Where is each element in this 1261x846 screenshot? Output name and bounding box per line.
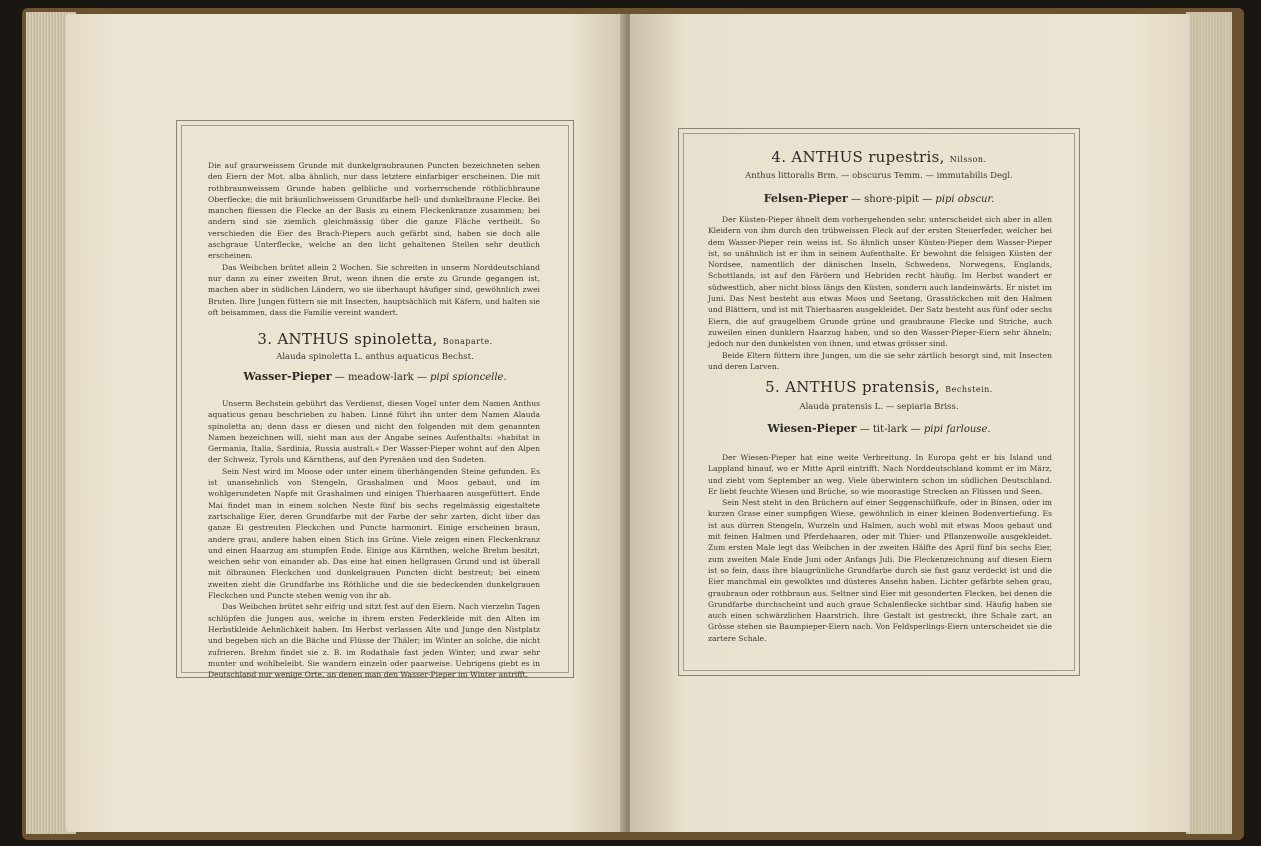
section-title: 4. ANTHUS rupestris, <box>771 148 945 166</box>
right-page <box>630 14 1190 832</box>
french-name: pipi farlouse. <box>923 424 991 435</box>
english-name: — meadow-lark — <box>334 372 427 383</box>
paragraph: Sein Nest wird im Moose oder unter einem überhängenden Steine gefunden. Es ist unansehnlich von Stengeln, Grashalmen und Moos gebaut, und im wohlgerundeten Napfe mit Grashalmen und einigen Thierhaaren ausgefüttert. Ende Mai findet man in einem solchen Neste fünf bis sechs regelmässig eigestaltete zartschalige Eier, deren Grundfarbe mit der Farbe der sehr zarten, dicht über das ganze Ei gestreuten Fleckchen und Puncte harmonirt. Einige erscheinen braun, andere grau, andere haben einen Stich ins Grüne. Viele zeigen einen Fleckenkranz und einen Haarzug am stumpfen Ende. Einige aus Kärnthen, welche Brehm besitzt, weichen sehr von einander ab. Das eine hat einen hellgrauen Grund und ist überall mit ölbraunen Fleckchen und dunkelgrauen Puncten dicht bestreut; bei einem zweiten zieht die Grundfarbe ins Röthliche und die sie bedeckenden dunkelgrauen Fleckchen und Puncte stehen wenig von ihr ab. <box>208 466 540 601</box>
section-author: Nilsson. <box>949 155 987 164</box>
german-name: Wiesen-Pieper <box>767 422 857 435</box>
german-name: Felsen-Pieper <box>763 192 848 205</box>
section-heading <box>678 148 1080 166</box>
synonyms: Alauda pratensis L. — sepiaria Briss. <box>799 402 959 412</box>
paragraph: Beide Eltern füttern ihre Jungen, um die sie sehr zärtlich besorgt sind, mit Insecten und deren Larven. <box>708 350 1052 371</box>
french-name: pipi spioncelle. <box>430 372 507 383</box>
paragraph: Der Wiesen-Pieper hat eine weite Verbreitung. In Europa geht er bis Island und Lappland hinauf, wo er Mitte April eintrifft. Nach Norddeutschland kommt er im März, und zieht vom September an weg. Viele überwintern schon im südlichen Deutschland. Er liebt feuchte Wiesen und Brüche, so wie moorastige Strecken an Flüssen und Seen. <box>708 453 1052 496</box>
paragraph: Unserm Bechstein gebührt das Verdienst, diesen Vogel unter dem Namen Anthus aquaticus genau beschrieben zu haben. Linné führt ihn unter dem Namen Alauda spinoletta an; denn dass er diesen und nicht den folgenden mit dem genannten Namen bezeichnen will, sieht man aus der Angabe seines Aufenthalts: »habitat in Germania, Italia, Sardinia, Russia australi.« Der Wasser-Pieper wohnt auf den Alpen der Schweiz, Tyrols und Kärnthens, auf den Pyrenäen und den Sudeten. <box>208 399 540 465</box>
section-title: 5. ANTHUS pratensis, <box>765 378 941 396</box>
paragraph: Das Weibchen brütet sehr eifrig und sitzt fest auf den Eiern. Nach vierzehn Tagen schlüpfen die Jungen aus, welche in ihrem ersten Federkleide mit den Alten im Herbstkleide Aehnlichkeit haben. Im Herbst verlassen Alte und Junge den Nistplatz und begeben sich an die Bäche und Flüsse der Thäler; im Winter an solche, die nicht zufrieren. Brehm findet sie z. B. im Rodathale fast jeden Winter, und zwar sehr munter und wohlbeleibt. Sie wandern einzeln oder paarweise. Uebrigens giebt es in Deutschland nur wenige Orte, an denen man den Wasser-Pieper im Winter antrifft. <box>208 602 540 680</box>
section5-body-text <box>708 452 1052 644</box>
page-edges-right <box>1186 12 1232 834</box>
section4-body-text <box>708 214 1052 372</box>
paragraph: Der Küsten-Pieper ähnelt dem vorhergehenden sehr, unterscheidet sich aber in allen Kleidern von ihm durch den trübweissen Fleck auf der ersten Steuerfeder, welcher bei dem Wasser-Pieper rein weiss ist. So ähnlich unser Küsten-Pieper dem Wasser-Pieper ist, so unähnlich ist er ihm in seinem Aufenthalte. Er bewohnt die felsigen Küsten der Nordsee, namentlich der dänischen Inseln, Schwedens, Norwegens, Englands, Schottlands, ist auf den Färöern und Hebriden recht häufig. Im Herbst wandert er südwestlich, aber nicht bloss längs den Küsten, sondern auch landeinwärts. Er nistet im Juni. Das Nest besteht aus etwas Moos und Seetang, Grasstöckchen mit den Halmen und Blättern, und ist mit Thierhaaren ausgekleidet. Der Satz besteht aus fünf oder sechs Eiern, die auf graugelbem Grunde grüne und graubraune Flecke und Striche, auch zuweilen einen dunklern Haarzug haben, und so den Wasser-Pieper-Eiern sehr ähneln; jedoch nur den dunkelsten von ihnen, und etwas grösser sind. <box>708 215 1052 349</box>
section-author: Bechstein. <box>945 385 993 394</box>
synonyms: Alauda spinoletta L. anthus aquaticus Bechst. <box>276 352 474 362</box>
english-name: — shore-pipit — <box>850 194 933 205</box>
left-intro-text <box>208 160 540 318</box>
left-page <box>66 14 626 832</box>
left-body-text <box>208 398 540 680</box>
paragraph: Die auf graurweissem Grunde mit dunkelgraubraunen Puncten bezeichneten sehen den Eiern der Mot. alba ähnlich, nur dass letztere einfarbiger erscheinen. Die mit rothbraunweissem Grunde haben gelbliche und vorherrschende röthlichbraune Oberflecke; die mit bräunlichweissem Grundfarbe hell- und dunkelbraune Flecke. Bei manchen fliessen die Flecke an der Basis zu einem Fleckenkranze zusammen; bei andern sind sie ziemlich gleichmässig über die ganze Fläche vertheilt. So verschieden die Eier des Brach-Piepers auch gefärbt sind, haben sie doch alle aschgraue Unterflecke, welche an den licht gehaltenen Stellen sehr deutlich erscheinen. <box>208 161 540 261</box>
english-name: — tit-lark — <box>859 424 921 435</box>
section-heading <box>176 330 574 348</box>
section-heading <box>678 378 1080 396</box>
german-name: Wasser-Pieper <box>243 370 332 383</box>
paragraph: Sein Nest steht in den Brüchern auf einer Seggenschilfkufe, oder in Binsen, oder im kurzen Grase einer sumpfigen Wiese, gewöhnlich in einer kleinen Bodenvertiefung. Es ist aus dürren Stengeln, Wurzeln und Halmen, auch wohl mit etwas Moos gebaut und mit feinen Halmen und Pferdehaaren, oder mit Thier- und Pflanzenwolle ausgekleidet. Zum ersten Male legt das Weibchen in der zweiten Hälfte des April fünf bis sechs Eier, zum zweiten Male Ende Juni oder Anfangs Juli. Die Fleckenzeichnung auf diesen Eiern ist so fein, dass ihre blaugrünliche Grundfarbe durch sie fast ganz verdeckt ist und die Eier manchmal ein gewolktes und düsteres Ansehn haben. Lichter gefärbte sehen grau, graubraun oder rothbraun aus. Seltner sind Eier mit gesonderten Flecken, bei denen die Grundfarbe durchscheint und auch graue Schalenflecke sichtbar sind. Häufig haben sie auch einen schwärzlichen Haarstrich. Ihre Gestalt ist gestreckt, ihre Schale zart, an Grösse stehen sie Baumpieper-Eiern nach. Von Feldsperlings-Eiern unterscheidet sie die zartere Schale. <box>708 498 1052 643</box>
common-names <box>176 370 574 383</box>
section-author: Bonaparte. <box>442 337 493 346</box>
common-names <box>678 192 1080 205</box>
section-title: 3. ANTHUS spinoletta, <box>257 330 438 348</box>
french-name: pipi obscur. <box>935 194 995 205</box>
common-names <box>678 422 1080 435</box>
paragraph: Das Weibchen brütet allein 2 Wochen. Sie schreiten in unserm Norddeutschland nur dann zu einer zweiten Brut, wenn ihnen die erste zu Grunde gegangen ist, machen aber in südlichen Ländern, wo sie überhaupt häufiger sind, gewöhnlich zwei Bruten. Ihre Jungen füttern sie mit Insecten, hauptsächlich mit Käfern, und halten sie oft beisammen, dass die Familie vereint wandert. <box>208 262 540 317</box>
synonyms: Anthus littoralis Brm. — obscurus Temm. — immutabilis Degl. <box>745 171 1013 181</box>
